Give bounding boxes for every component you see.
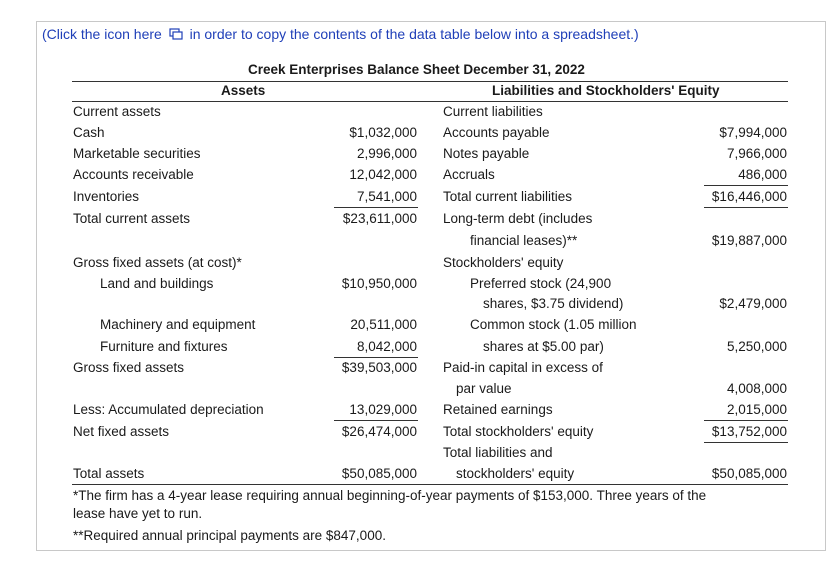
gross-fixed-header: Gross fixed assets (at cost)*: [73, 255, 242, 270]
furniture-value: 8,042,000: [356, 339, 417, 354]
long-term-debt-value: $19,887,000: [711, 233, 787, 248]
machinery-label: Machinery and equipment: [100, 317, 256, 332]
header-top-rule: [72, 81, 788, 82]
retained-earnings-label: Retained earnings: [443, 402, 553, 417]
preferred-stock-line1: Preferred stock (24,900: [470, 276, 612, 291]
total-liabilities-equity-line1: Total liabilities and: [443, 445, 553, 460]
total-current-assets-value: $23,611,000: [342, 211, 417, 226]
total-assets-label: Total assets: [73, 466, 145, 481]
notes-payable-label: Notes payable: [443, 146, 530, 161]
total-current-liabilities-label: Total current liabilities: [443, 189, 573, 204]
land-buildings-value: $10,950,000: [341, 276, 417, 291]
footnote-lease-line2: lease have yet to run.: [73, 506, 203, 521]
net-fixed-assets-label: Net fixed assets: [73, 424, 170, 439]
accounts-receivable-label: Accounts receivable: [73, 167, 194, 182]
inventories-value: 7,541,000: [356, 189, 417, 204]
accounts-payable-label: Accounts payable: [443, 125, 550, 140]
copy-icon[interactable]: [169, 27, 183, 43]
marketable-securities-label: Marketable securities: [73, 146, 201, 161]
land-buildings-label: Land and buildings: [100, 276, 214, 291]
gross-fixed-assets-label: Gross fixed assets: [73, 360, 185, 375]
net-fixed-assets-value: $26,474,000: [341, 424, 417, 439]
accounts-receivable-value: 12,042,000: [349, 167, 417, 182]
preferred-stock-value: $2,479,000: [719, 296, 787, 311]
paid-in-capital-line2: par value: [456, 381, 512, 396]
total-stockholders-equity-value: $13,752,000: [711, 424, 787, 439]
machinery-value: 20,511,000: [350, 317, 417, 332]
rule: [704, 207, 788, 208]
accumulated-depreciation-label: Less: Accumulated depreciation: [73, 402, 264, 417]
current-assets-label: Current assets: [73, 104, 161, 119]
rule: [334, 357, 418, 358]
common-stock-value: 5,250,000: [726, 339, 787, 354]
assets-header: Assets: [221, 83, 266, 98]
rule: [704, 185, 788, 186]
footnote-principal: **Required annual principal payments are $847,000.: [73, 528, 386, 543]
instruction-before: (Click the icon here: [42, 26, 162, 42]
header-bottom-rule: [72, 101, 788, 102]
table-bottom-rule: [72, 484, 788, 485]
long-term-debt-line2: financial leases)**: [470, 233, 578, 248]
notes-payable-value: 7,966,000: [726, 146, 787, 161]
accumulated-depreciation-value: 13,029,000: [349, 402, 417, 417]
liabilities-header: Liabilities and Stockholders' Equity: [492, 83, 720, 98]
instruction-after: in order to copy the contents of the data table below into a spreadsheet.): [189, 26, 639, 42]
total-current-liabilities-value: $16,446,000: [711, 189, 787, 204]
total-liabilities-equity-value: $50,085,000: [711, 466, 787, 481]
copy-instruction: [42, 26, 639, 43]
rule: [334, 420, 418, 421]
total-current-assets-label: Total current assets: [73, 211, 191, 226]
balance-sheet-title: Creek Enterprises Balance Sheet December 31, 2022: [248, 62, 585, 77]
current-liabilities-label: Current liabilities: [443, 104, 543, 119]
rule: [334, 207, 418, 208]
accruals-value: 486,000: [738, 167, 787, 182]
rule: [704, 442, 788, 443]
marketable-securities-value: 2,996,000: [356, 146, 417, 161]
footnote-lease-line1: *The firm has a 4-year lease requiring annual beginning-of-year payments of $153,000. Three years of the: [73, 488, 707, 503]
total-stockholders-equity-label: Total stockholders' equity: [443, 424, 594, 439]
accounts-payable-value: $7,994,000: [719, 125, 787, 140]
common-stock-line1: Common stock (1.05 million: [470, 317, 637, 332]
preferred-stock-line2: shares, $3.75 dividend): [483, 296, 624, 311]
gross-fixed-assets-value: $39,503,000: [341, 360, 417, 375]
furniture-label: Furniture and fixtures: [100, 339, 228, 354]
cash-value: $1,032,000: [349, 125, 417, 140]
total-liabilities-equity-line2: stockholders' equity: [456, 466, 575, 481]
stockholders-equity-header: Stockholders' equity: [443, 255, 564, 270]
common-stock-line2: shares at $5.00 par): [483, 339, 604, 354]
inventories-label: Inventories: [73, 189, 140, 204]
paid-in-capital-value: 4,008,000: [726, 381, 787, 396]
cash-label: Cash: [73, 125, 105, 140]
accruals-label: Accruals: [443, 167, 495, 182]
retained-earnings-value: 2,015,000: [726, 402, 787, 417]
paid-in-capital-line1: Paid-in capital in excess of: [443, 360, 603, 375]
rule: [704, 420, 788, 421]
long-term-debt-line1: Long-term debt (includes: [443, 211, 593, 226]
total-assets-value: $50,085,000: [341, 466, 417, 481]
